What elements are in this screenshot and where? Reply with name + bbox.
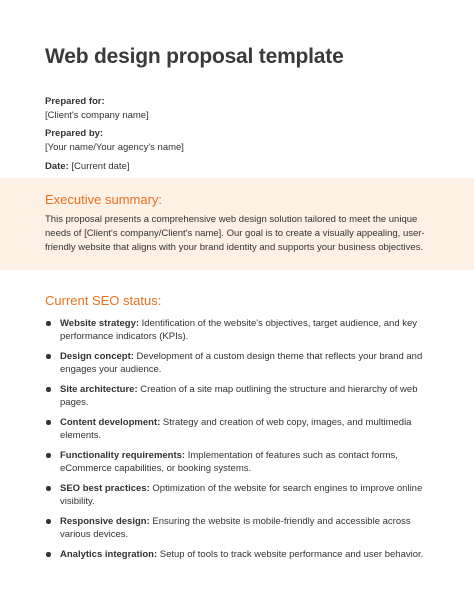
date-block — [45, 160, 130, 174]
list-item — [45, 548, 435, 561]
bullet-text: Creation of a site map outlining the structure and hierarchy of web pages. — [60, 384, 418, 409]
bullet-icon — [46, 453, 51, 458]
prepared-for-label: Prepared for: — [45, 96, 105, 107]
list-item — [45, 449, 435, 475]
bullet-text: Setup of tools to track website performance and user behavior. — [159, 549, 424, 560]
list-item — [45, 383, 435, 409]
list-item — [45, 515, 435, 541]
prepared-by-label: Prepared by: — [45, 128, 104, 139]
bullet-icon — [46, 552, 51, 557]
seo-status-list — [45, 317, 435, 568]
bullet-icon — [46, 387, 51, 392]
prepared-by-value: [Your name/Your agency's name] — [45, 141, 184, 153]
bullet-text: Implementation of features such as contact forms, eCommerce capabilities, or booking systems. — [60, 450, 398, 475]
bullet-icon — [46, 420, 51, 425]
date-value: [Current date] — [71, 161, 130, 172]
executive-summary-body: This proposal presents a comprehensive web design solution tailored to meet the unique needs of [Client's company/Client's name]. Our goal is to create a visually appealing, user-friendly website that aligns with your brand identity and supports your business objectives. — [45, 214, 425, 253]
bullet-label: Website strategy: — [60, 318, 142, 329]
bullet-icon — [46, 354, 51, 359]
bullet-label: Functionality requirements: — [60, 450, 188, 461]
list-item — [45, 317, 435, 343]
seo-status-heading: Current SEO status: — [45, 293, 162, 308]
bullet-label: Design concept: — [60, 351, 137, 362]
bullet-label: Analytics integration: — [60, 549, 160, 560]
bullet-label: Site architecture: — [60, 384, 141, 395]
bullet-label: Responsive design: — [60, 516, 153, 527]
prepared-for-block — [45, 95, 149, 122]
list-item — [45, 482, 435, 508]
list-item — [45, 350, 435, 376]
bullet-text: Development of a custom design theme that reflects your brand and engages your audience. — [60, 351, 423, 376]
bullet-text: Optimization of the website for search engines to improve online visibility. — [60, 483, 423, 508]
bullet-text: Strategy and creation of web copy, images, and multimedia elements. — [60, 417, 412, 442]
bullet-text: Identification of the website's objectives, target audience, and key performance indicators (KPIs). — [60, 318, 418, 343]
bullet-text: Ensuring the website is mobile-friendly and accessible across various devices. — [60, 516, 411, 541]
bullet-icon — [46, 519, 51, 524]
bullet-label: SEO best practices: — [60, 483, 153, 494]
list-item — [45, 416, 435, 442]
prepared-for-value: [Client's company name] — [45, 109, 149, 121]
prepared-by-block — [45, 127, 184, 154]
executive-summary-heading: Executive summary: — [45, 192, 163, 207]
bullet-label: Content development: — [60, 417, 163, 428]
bullet-icon — [46, 486, 51, 491]
bullet-icon — [46, 321, 51, 326]
document-title: Web design proposal template — [45, 45, 344, 68]
date-label: Date: — [45, 161, 72, 172]
